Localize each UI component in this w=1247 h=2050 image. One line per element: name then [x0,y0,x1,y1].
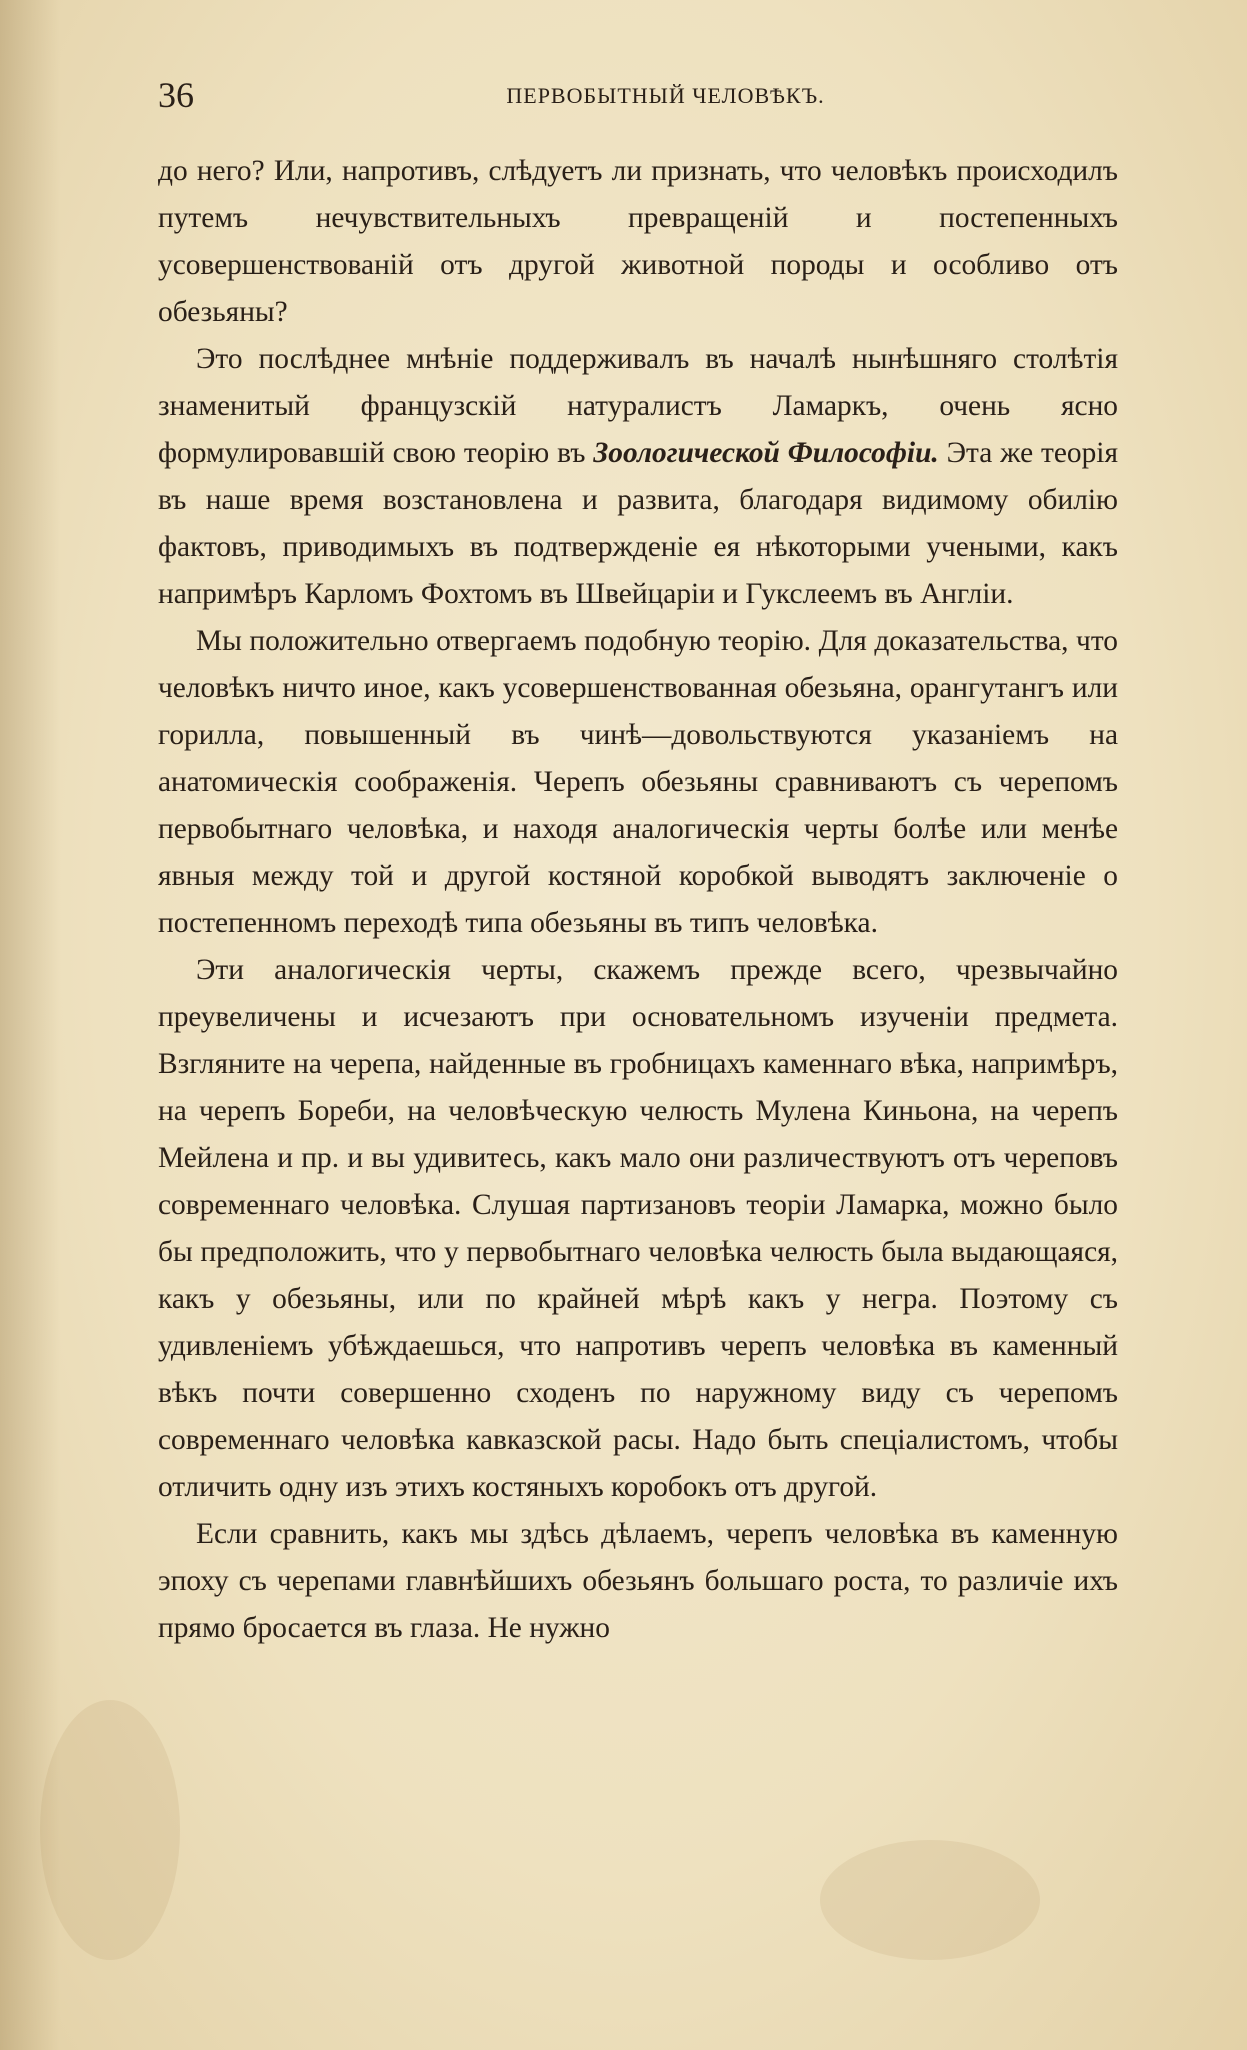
paragraph-2 [158,336,1118,618]
paper-stain [40,1700,180,1960]
page-number: 36 [158,75,194,115]
paragraph-3: Мы положительно отвергаемъ подобную теорiю. Для доказательства, что человѣкъ ничто иное, какъ усовершенствованная обезьяна, орангутангъ или горилла, повышенный въ чинѣ—довольствуются указанiемъ на анатомическiя соображенiя. Черепъ обезьяны сравниваютъ съ черепомъ первобытнаго человѣка, и находя аналогическiя черты болѣе или менѣе явныя между той и другой костяной коробкой выводятъ заключенiе о постепенномъ переходѣ типа обезьяны въ типъ человѣка. [158,625,1118,939]
page-shadow [0,0,60,2050]
paper-stain [820,1840,1040,1960]
paragraph-4: Эти аналогическiя черты, скажемъ прежде всего, чрезвычайно преувеличены и исчезаютъ при основательномъ изученiи предмета. Взгляните на черепа, найденные въ гробницахъ каменнаго вѣка, напримѣръ, на черепъ Бореби, на человѣческую челюсть Мулена Киньона, на черепъ Мейлена и пр. и вы удивитесь, какъ мало они различествуютъ отъ череповъ современнаго человѣка. Слушая партизановъ теорiи Ламарка, можно было бы предположить, что у первобытнаго человѣка челюсть была выдающаяся, какъ у обезьяны, или по крайней мѣрѣ какъ у негра. Поэтому съ удивленiемъ убѣждаешься, что напротивъ черепъ человѣка въ каменный вѣкъ почти совершенно сходенъ по наружному виду съ черепомъ современнаго человѣка кавказской расы. Надо быть спецiалистомъ, чтобы отличить одну изъ этихъ костяныхъ коробокъ отъ другой. [158,954,1118,1503]
paragraph-1: до него? Или, напротивъ, слѣдуетъ ли признать, что человѣкъ происходилъ путемъ нечувствительныхъ превращенiй и постепенныхъ усовершенствованiй отъ другой животной породы и особливо отъ обезьяны? [158,155,1118,328]
paragraph-2-end: Эта же теорiя въ наше время возстановлена и развита, благодаря видимому обилiю фактовъ, приводимыхъ въ подтвержденiе ея нѣкоторыми учеными, какъ напримѣръ Карломъ Фохтомъ въ Швейцарiи и Гукслеемъ въ Англiи. [158,437,1118,610]
paragraph-5: Если сравнить, какъ мы здѣсь дѣлаемъ, черепъ человѣка въ каменную эпоху съ черепами главнѣйшихъ обезьянъ большаго роста, то различiе ихъ прямо бросается въ глаза. Не нужно [158,1518,1118,1644]
paragraph-2-start: Это послѣднее мнѣнiе поддерживалъ въ началѣ нынѣшняго столѣтiя знаменитый французскiй натуралистъ Ламаркъ, очень ясно формулировавшiй свою теорiю въ [158,343,1118,469]
running-head [158,70,1113,120]
body-text [158,148,1118,1652]
book-title-italic: Зоологической Философiи. [593,437,939,469]
running-title: ПЕРВОБЫТНЫЙ ЧЕЛОВѢКЪ. [506,83,825,108]
